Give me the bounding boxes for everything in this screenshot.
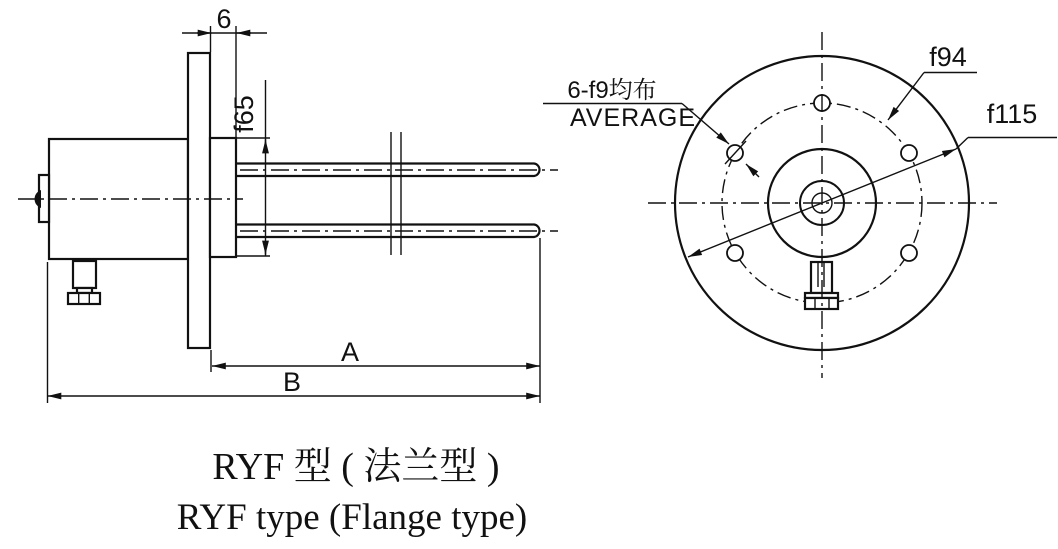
caption bbox=[177, 446, 527, 538]
bolt-hole-lower-right bbox=[901, 245, 917, 261]
dim-f94-label: f94 bbox=[929, 42, 967, 72]
dimension-a bbox=[211, 337, 540, 372]
caption-line2-en: RYF type (Flange type) bbox=[176, 497, 528, 538]
bolt-hole-upper-right bbox=[901, 145, 917, 161]
hole-pointer-arrow bbox=[746, 164, 759, 177]
dim-a-label: A bbox=[340, 337, 360, 367]
mounting-boss bbox=[210, 138, 236, 257]
stud-shank bbox=[73, 261, 96, 288]
dim-f115-label: f115 bbox=[986, 99, 1038, 129]
holes-callout bbox=[543, 77, 729, 144]
caption-line1-cn: RYF 型 ( 法兰型 ) bbox=[212, 446, 500, 488]
leader-arrow bbox=[888, 73, 924, 121]
bolt-hole-lower-left bbox=[727, 245, 743, 261]
dim-f65-label: f65 bbox=[229, 95, 259, 133]
front-view bbox=[543, 32, 1057, 378]
flange-plate bbox=[188, 53, 210, 348]
dim-6-label: 6 bbox=[216, 4, 232, 34]
dimension-f94 bbox=[888, 42, 977, 120]
leader-elbow bbox=[956, 138, 968, 150]
side-view bbox=[18, 4, 558, 403]
dim-b-label: B bbox=[282, 367, 302, 397]
dimension-f115 bbox=[688, 99, 1057, 257]
stud-nut bbox=[68, 293, 100, 304]
holes-note-line2: AVERAGE bbox=[569, 104, 697, 132]
dimension-b bbox=[48, 238, 541, 403]
terminal-stud-side bbox=[68, 261, 100, 304]
holes-note-line1: 6-f9均布 bbox=[567, 77, 657, 104]
